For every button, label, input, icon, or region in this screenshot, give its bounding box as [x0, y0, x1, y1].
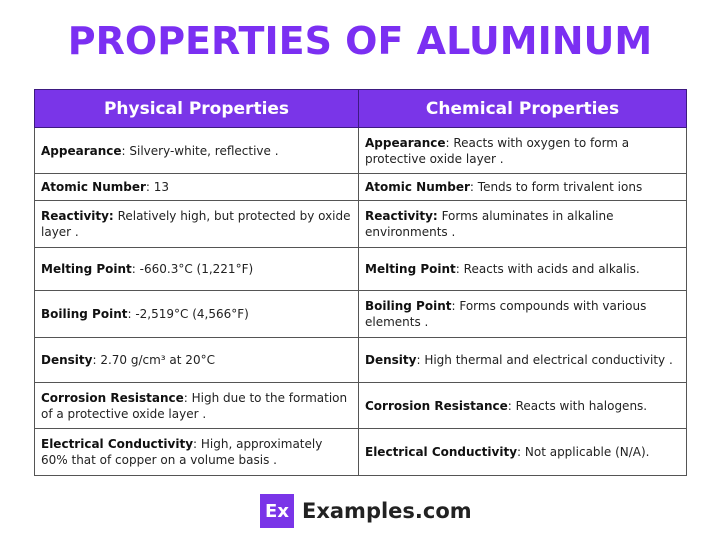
- property-label: Reactivity:: [41, 209, 114, 223]
- label-separator: :: [455, 262, 464, 276]
- chemical-cell: [359, 291, 687, 338]
- property-label: Density: [41, 353, 93, 367]
- property-value: High due to the formation of a protective oxide layer .: [41, 390, 348, 421]
- property-label: Reactivity:: [365, 209, 438, 223]
- table-row: [35, 128, 687, 174]
- properties-table: [34, 89, 687, 476]
- table-row: [35, 248, 687, 291]
- chemical-cell: [359, 383, 687, 429]
- table-row: [35, 429, 687, 476]
- label-separator: :: [183, 390, 192, 405]
- chemical-cell: [359, 338, 687, 383]
- label-separator: :: [121, 143, 130, 158]
- label-separator: :: [451, 299, 460, 313]
- physical-cell: [35, 201, 359, 248]
- chemical-cell: [359, 429, 687, 476]
- property-label: Density: [365, 353, 417, 367]
- physical-cell: [35, 338, 359, 383]
- physical-cell: [35, 248, 359, 291]
- property-label: Atomic Number: [365, 180, 470, 194]
- property-value: -660.3°C (1,221°F): [139, 262, 254, 276]
- property-value: 2.70 g/cm³ at 20°C: [100, 353, 215, 367]
- physical-cell: [35, 128, 359, 174]
- table-row: [35, 291, 687, 338]
- table-row: [35, 174, 687, 201]
- footer-brand: [260, 494, 472, 528]
- property-label: Appearance: [41, 143, 122, 158]
- page-title: PROPERTIES OF ALUMINUM: [67, 19, 653, 63]
- property-value: Relatively high, but protected by oxide layer .: [41, 209, 351, 239]
- label-separator: :: [131, 262, 140, 276]
- property-label: Melting Point: [41, 262, 132, 276]
- chemical-cell: [359, 128, 687, 174]
- property-label: Appearance: [365, 135, 446, 150]
- property-value: Forms aluminates in alkaline environments .: [365, 209, 614, 239]
- label-separator: :: [507, 398, 516, 413]
- property-value: 13: [153, 180, 170, 194]
- property-label: Boiling Point: [365, 299, 452, 313]
- physical-cell: [35, 291, 359, 338]
- property-value: Tends to form trivalent ions: [477, 180, 643, 194]
- property-value: Reacts with acids and alkalis.: [463, 262, 640, 276]
- property-value: -2,519°C (4,566°F): [135, 307, 249, 321]
- brand-name: Examples.com: [302, 499, 472, 523]
- physical-cell: [35, 174, 359, 201]
- label-separator: :: [517, 445, 525, 459]
- label-separator: :: [193, 437, 201, 451]
- table-row: [35, 338, 687, 383]
- label-separator: :: [92, 353, 101, 367]
- property-value: Forms compounds with various elements .: [365, 299, 647, 329]
- label-separator: :: [469, 180, 478, 194]
- property-value: High, approximately 60% that of copper on a volume basis .: [41, 437, 323, 467]
- property-label: Electrical Conductivity: [365, 445, 518, 459]
- property-label: Atomic Number: [41, 180, 146, 194]
- property-label: Melting Point: [365, 262, 456, 276]
- property-value: Not applicable (N/A).: [524, 445, 650, 459]
- table-header-row: [35, 90, 687, 128]
- header-physical-properties: Physical Properties: [35, 90, 359, 128]
- examples-logo-icon: Ex: [260, 494, 294, 528]
- table-row: [35, 201, 687, 248]
- property-label: Corrosion Resistance: [41, 390, 184, 405]
- property-value: Reacts with halogens.: [515, 398, 648, 413]
- chemical-cell: [359, 174, 687, 201]
- label-separator: :: [445, 135, 454, 150]
- property-label: Electrical Conductivity: [41, 437, 194, 451]
- label-separator: :: [127, 307, 136, 321]
- header-chemical-properties: Chemical Properties: [359, 90, 687, 128]
- label-separator: :: [145, 180, 154, 194]
- property-value: Silvery-white, reflective .: [129, 143, 279, 158]
- table-row: [35, 383, 687, 429]
- property-label: Boiling Point: [41, 307, 128, 321]
- physical-cell: [35, 429, 359, 476]
- label-separator: :: [416, 353, 425, 367]
- property-value: High thermal and electrical conductivity .: [424, 353, 673, 367]
- physical-cell: [35, 383, 359, 429]
- property-label: Corrosion Resistance: [365, 398, 508, 413]
- chemical-cell: [359, 201, 687, 248]
- chemical-cell: [359, 248, 687, 291]
- property-value: Reacts with oxygen to form a protective oxide layer .: [365, 135, 630, 166]
